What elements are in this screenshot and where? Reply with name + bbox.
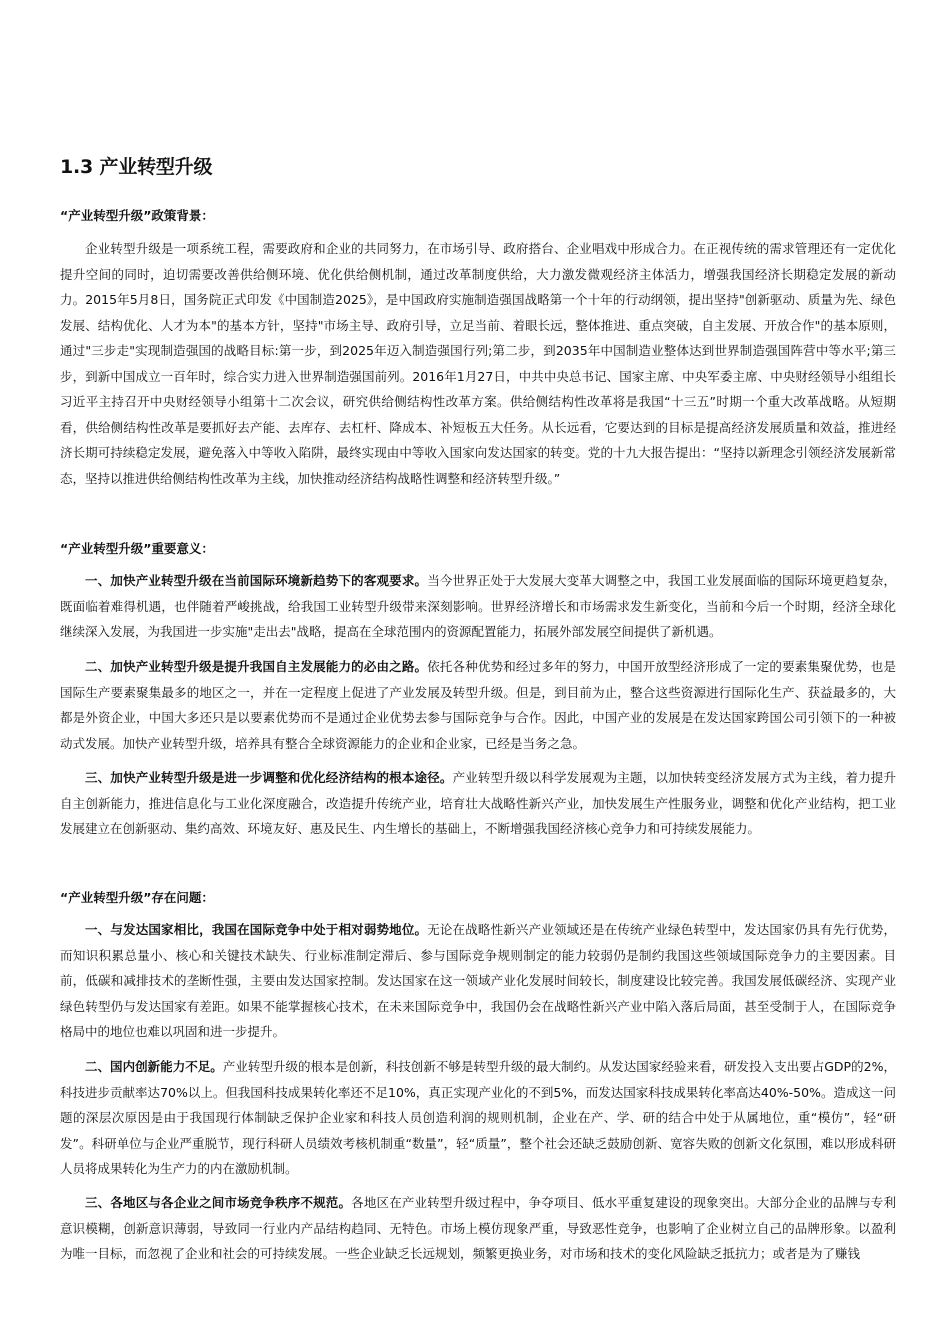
problems-item-1-lead: 一、与发达国家相比，我国在国际竞争中处于相对弱势地位。 [85,922,428,937]
significance-item-2-lead: 二、加快产业转型升级是提升我国自主发展能力的必由之路。 [85,659,428,674]
section-title: 1.3 产业转型升级 [60,156,213,178]
problems-item-3 [60,1190,896,1267]
significance-item-2-body: 依托各种优势和经过多年的努力，中国开放型经济形成了一定的要素集聚优势，也是国际生产要素聚集最多的地区之一，并在一定程度上促进了产业发展及转型升级。但是，到目前为止，整合这些资源进行国际化生产、获益最多的，大都是外资企业，中国大多还只是以要素优势而不是通过企业优势去参与国际竞争与合作。因此，中国产业的发展是在发达国家跨国公司引领下的一种被动式发展。加快产业转型升级，培养具有整合全球资源能力的企业和企业家，已经是当务之急。 [60,659,896,751]
problems-item-3-lead: 三、各地区与各企业之间市场竞争秩序不规范。 [85,1195,352,1210]
significance-heading: “产业转型升级”重要意义： [60,541,214,556]
problems-item-1-body: 无论在战略性新兴产业领域还是在传统产业绿色转型中，发达国家仍具有先行优势，而知识积累总量小、核心和关键技术缺失、行业标准制定滞后、参与国际竞争规则制定的能力较弱仍是制约我国这些领域国际竞争力的主要因素。目前，低碳和减排技术的垄断性强，主要由发达国家控制。发达国家在这一领域产业化发展时间较长，制度建设比较完善。我国发展低碳经济、实现产业绿色转型仍与发达国家有差距。如果不能掌握核心技术，在未来国际竞争中，我国仍会在战略性新兴产业中陷入落后局面，甚至受制于人，在国际竞争格局中的地位也难以巩固和进一步提升。 [60,922,896,1039]
background-paragraph: 企业转型升级是一项系统工程，需要政府和企业的共同努力，在市场引导、政府搭台、企业唱戏中形成合力。在正视传统的需求管理还有一定优化提升空间的同时，迫切需要改善供给侧环境、优化供给侧机制，通过改革制度供给，大力激发微观经济主体活力，增强我国经济长期稳定发展的新动力。2015年5月8日，国务院正式印发《中国制造2025》，是中国政府实施制造强国战略第一个十年的行动纲领，提出坚持"创新驱动、质量为先、绿色发展、结构优化、人才为本"的基本方针，坚持"市场主导、政府引导，立足当前、着眼长远，整体推进、重点突破，自主发展、开放合作"的基本原则，通过"三步走"实现制造强国的战略目标:第一步，到2025年迈入制造强国行列;第二步，到2035年中国制造业整体达到世界制造强国阵营中等水平;第三步，到新中国成立一百年时，综合实力进入世界制造强国前列。2016年1月27日，中共中央总书记、国家主席、中央军委主席、中央财经领导小组组长习近平主持召开中央财经领导小组第十二次会议，研究供给侧结构性改革方案。供给侧结构性改革将是我国“十三五”时期一个重大改革战略。从短期看，供给侧结构性改革是要抓好去产能、去库存、去杠杆、降成本、补短板五大任务。从长远看，它要达到的目标是提高经济发展质量和效益，推进经济长期可持续稳定发展，避免落入中等收入陷阱，最终实现由中等收入国家向发达国家的转变。党的十九大报告提出：“坚持以新理念引领经济发展新常态，坚持以推进供给侧结构性改革为主线，加快推动经济结构战略性调整和经济转型升级。” [60,241,896,486]
significance-item-3-lead: 三、加快产业转型升级是进一步调整和优化经济结构的根本途径。 [85,770,453,785]
significance-item-1 [60,568,896,645]
problems-heading: “产业转型升级”存在问题： [60,890,214,905]
significance-item-1-body: 当今世界正处于大发展大变革大调整之中，我国工业发展面临的国际环境更趋复杂，既面临着难得机遇，也伴随着严峻挑战，给我国工业转型升级带来深刻影响。世界经济增长和市场需求发生新变化，当前和今后一个时期，经济全球化继续深入发展，为我国进一步实施"走出去"战略，提高在全球范围内的资源配置能力，拓展外部发展空间提供了新机遇。 [60,573,896,639]
problems-item-2-lead: 二、国内创新能力不足。 [85,1059,223,1074]
significance-item-2 [60,654,896,756]
significance-item-3-body: 产业转型升级以科学发展观为主题，以加快转变经济发展方式为主线，着力提升自主创新能力，推进信息化与工业化深度融合，改造提升传统产业，培育壮大战略性新兴产业，加快发展生产性服务业，调整和优化产业结构，把工业发展建立在创新驱动、集约高效、环境友好、惠及民生、内生增长的基础上，不断增强我国经济核心竞争力和可持续发展能力。 [60,770,896,836]
background-heading: “产业转型升级”政策背景： [60,208,214,223]
problems-item-1 [60,917,896,1045]
problems-item-2 [60,1054,896,1182]
problems-item-2-body: 产业转型升级的根本是创新，科技创新不够是转型升级的最大制约。从发达国家经验来看，研发投入支出要占GDP的2%，科技进步贡献率达70%以上。但我国科技成果转化率还不足10%，真正实现产业化的不到5%，而发达国家科技成果转化率高达40%-50%。造成这一问题的深层次原因是由于我国现行体制缺乏保护企业家和科技人员创造利润的规则机制，企业在产、学、研的结合中处于从属地位，重“模仿”，轻“研发”。科研单位与企业严重脱节，现行科研人员绩效考核机制重“数量”，轻“质量”，整个社会还缺乏鼓励创新、宽容失败的创新文化氛围，难以形成科研人员将成果转化为生产力的内在激励机制。 [60,1059,896,1176]
significance-item-1-lead: 一、加快产业转型升级在当前国际环境新趋势下的客观要求。 [85,573,428,588]
problems-item-3-body: 各地区在产业转型升级过程中，争夺项目、低水平重复建设的现象突出。大部分企业的品牌与专利意识模糊，创新意识薄弱，导致同一行业内产品结构趋同、无特色。市场上模仿现象严重，导致恶性竞争，也影响了企业树立自己的品牌形象。以盈利为唯一目标，而忽视了企业和社会的可持续发展。一些企业缺乏长远规划，频繁更换业务，对市场和技术的变化风险缺乏抵抗力；或者是为了赚钱 [60,1195,896,1261]
significance-item-3 [60,765,896,842]
